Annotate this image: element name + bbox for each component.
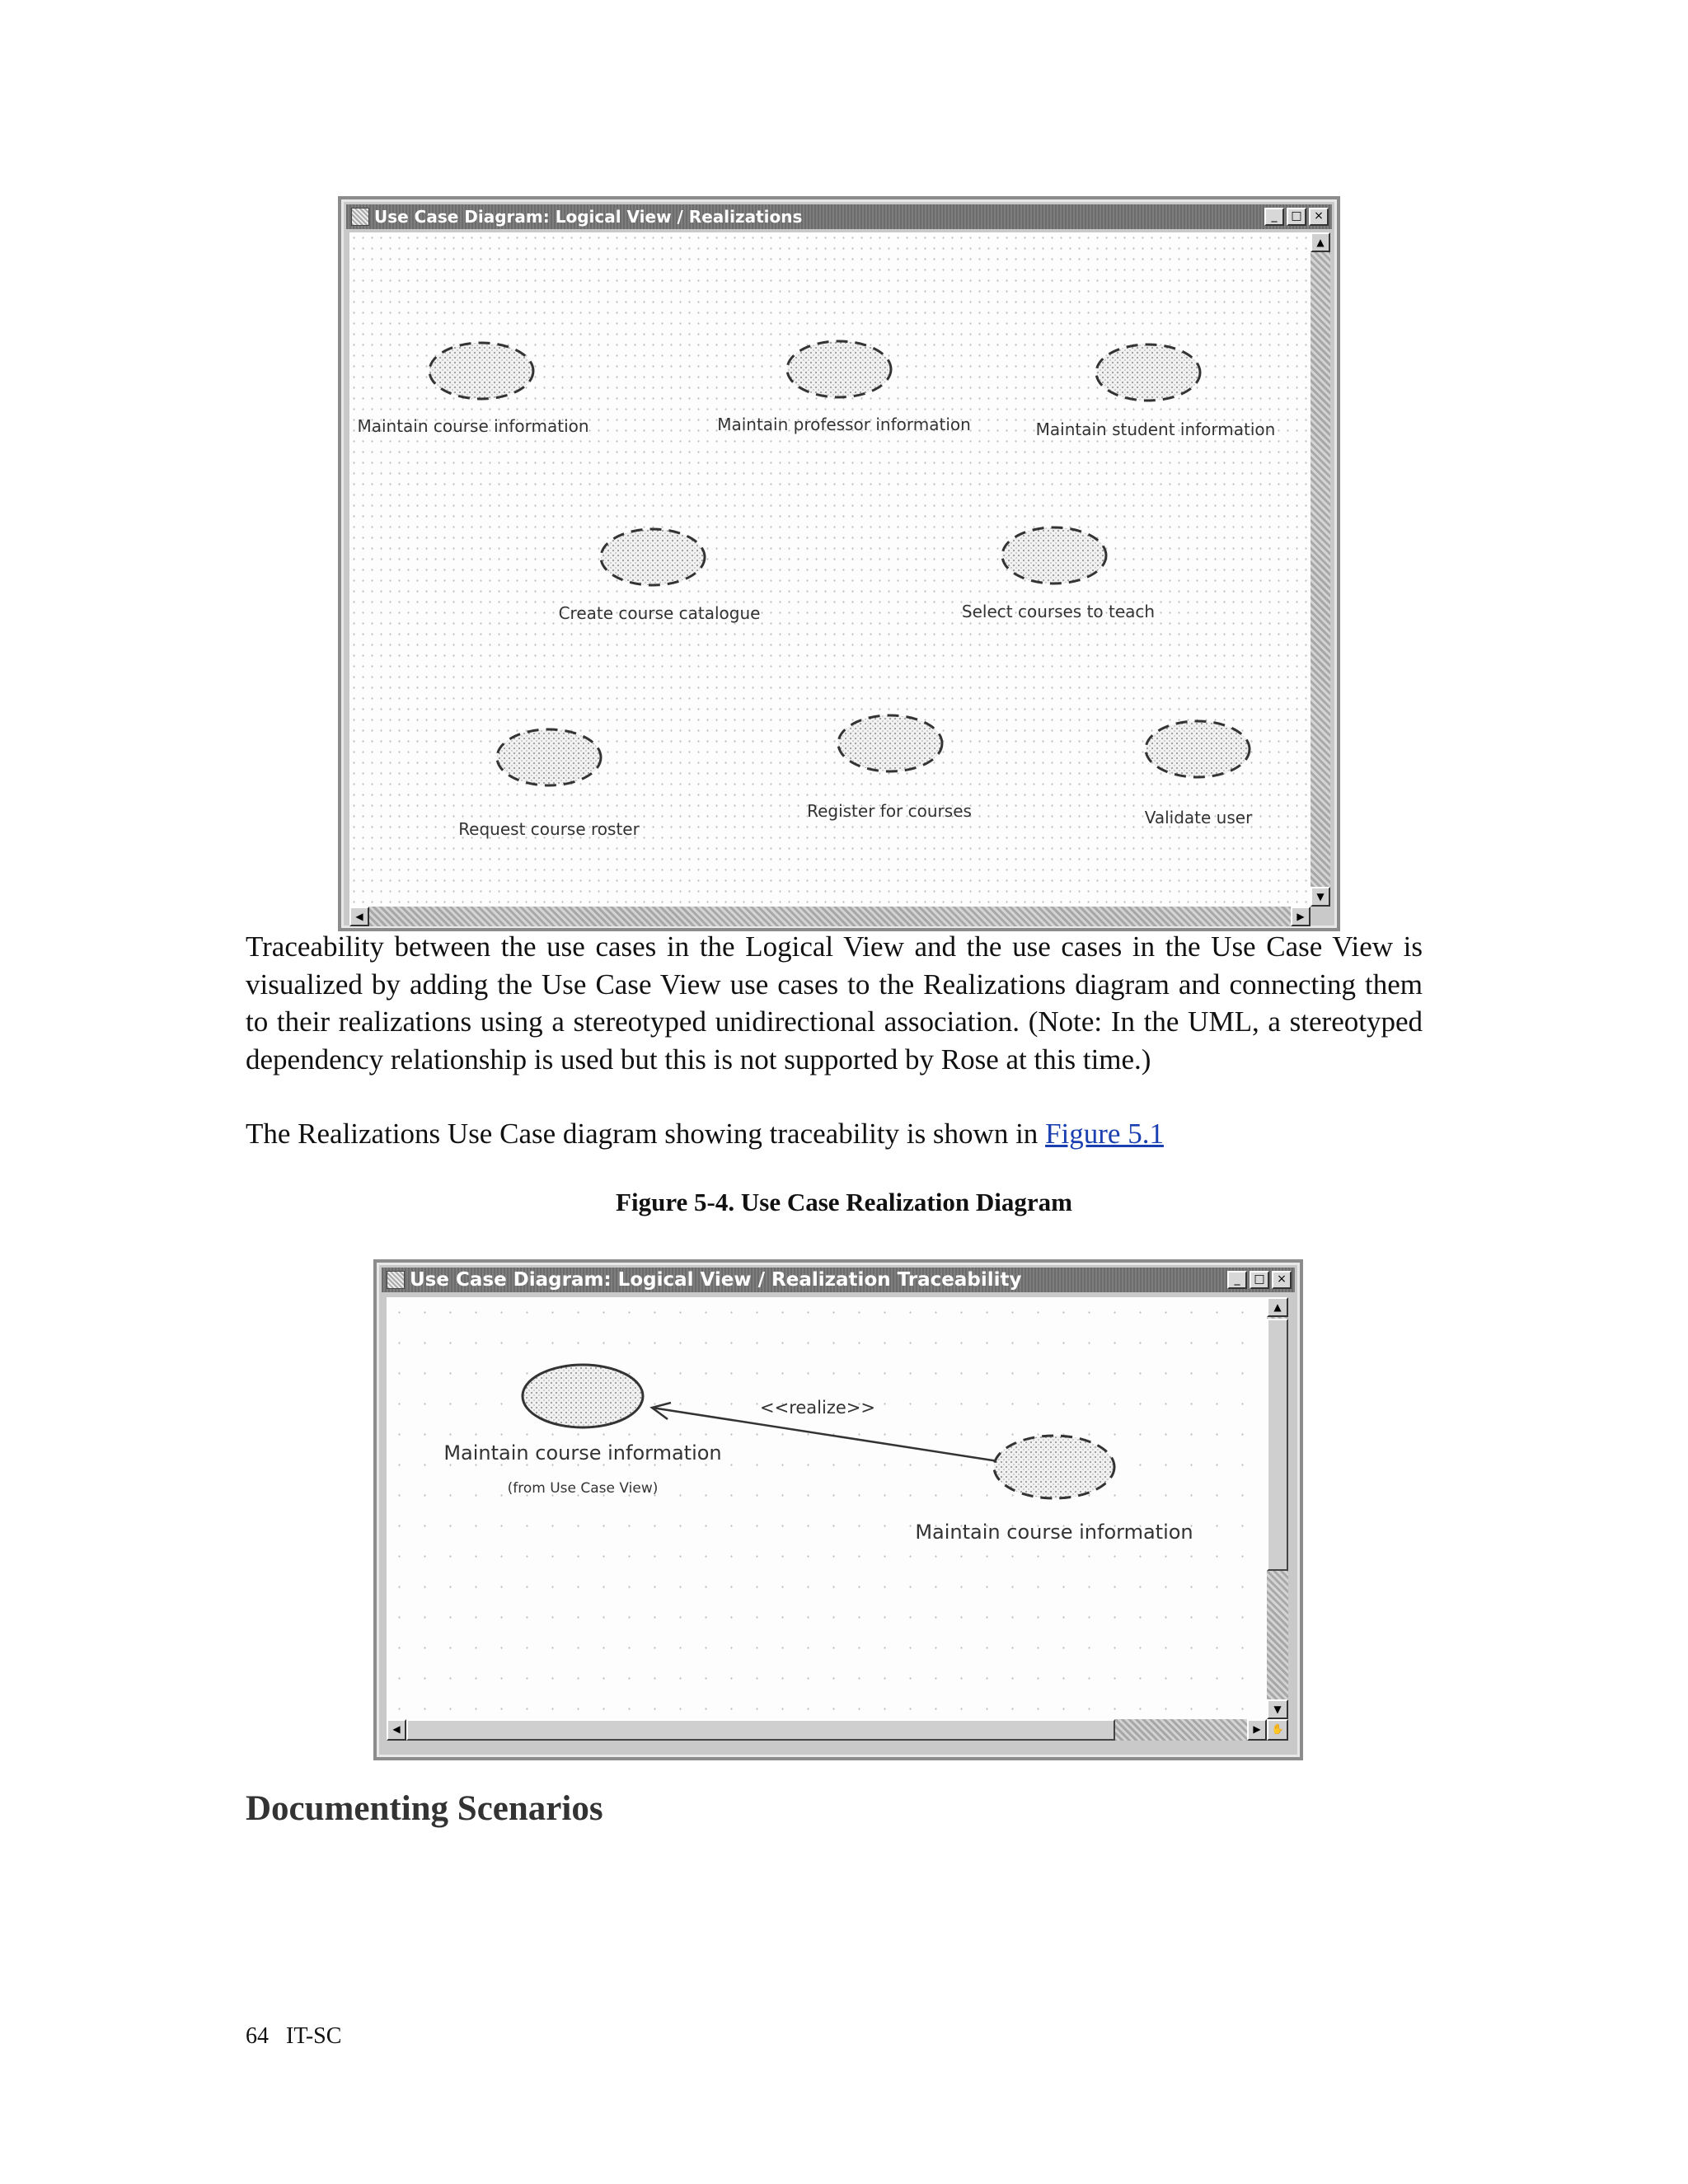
vertical-scrollbar[interactable]	[1267, 1297, 1288, 1719]
scroll-right-icon[interactable]: ▶	[1291, 907, 1311, 926]
diagram-canvas[interactable]	[387, 1297, 1267, 1719]
maximize-button[interactable]: □	[1287, 208, 1306, 226]
body-paragraph: Traceability between the use cases in the Logical View and the use cases in the Use Case View is visualized by adding the Use Case View use cases to the Realizations diagram and connecting them to their realizations using a stereotyped unidirectional association. (Note: In the UML, a stereotyped dependency relationship is used but this is not supported by Rose at this time.)	[246, 930, 1423, 1076]
minimize-button[interactable]: _	[1227, 1271, 1247, 1289]
diagram-icon	[387, 1271, 405, 1289]
horizontal-scrollbar[interactable]	[349, 907, 1311, 926]
window-titlebar[interactable]	[382, 1268, 1295, 1292]
scroll-up-icon[interactable]: ▲	[1311, 232, 1330, 252]
realization-ellipse	[994, 1436, 1114, 1498]
scroll-left-icon[interactable]: ◀	[387, 1719, 406, 1741]
use-case-label[interactable]: Request course roster	[458, 819, 640, 839]
close-button[interactable]: ×	[1272, 1271, 1292, 1289]
window-title: Use Case Diagram: Logical View / Realizations	[374, 207, 803, 227]
horizontal-scrollbar[interactable]	[387, 1719, 1267, 1741]
page-footer	[246, 2023, 341, 2050]
use-case-ellipse	[429, 343, 533, 399]
source-use-case-ellipse	[523, 1365, 643, 1427]
use-case-label[interactable]: Maintain course information	[357, 416, 589, 436]
use-case-ellipse	[838, 715, 942, 771]
source-note-label: (from Use Case View)	[507, 1480, 659, 1497]
use-case-ellipse	[601, 529, 705, 585]
hand-cursor-icon: ✋	[1267, 1719, 1288, 1741]
horizontal-scroll-thumb[interactable]	[406, 1719, 1115, 1741]
use-case-ellipse	[1096, 344, 1200, 401]
page-number: 64	[246, 2023, 269, 2049]
window-title: Use Case Diagram: Logical View / Realization Traceability	[410, 1269, 1022, 1291]
realizations-window	[338, 196, 1340, 931]
use-case-ellipse	[787, 341, 891, 397]
use-case-label[interactable]: Create course catalogue	[558, 603, 761, 623]
use-case-label[interactable]: Select courses to teach	[961, 602, 1156, 621]
use-case-label[interactable]: Maintain professor information	[717, 415, 971, 434]
realization-use-case-label[interactable]: Maintain course information	[915, 1521, 1193, 1544]
source-use-case-label[interactable]: Maintain course information	[443, 1441, 722, 1465]
stereotype-label: <<realize>>	[760, 1398, 875, 1418]
scroll-down-icon[interactable]: ▼	[1267, 1699, 1288, 1719]
section-heading: Documenting Scenarios	[246, 1789, 603, 1828]
traceability-diagram	[387, 1297, 1267, 1719]
use-case-ellipse	[1002, 527, 1106, 583]
use-case-ellipse	[1146, 721, 1250, 777]
figure-reference-line	[246, 1115, 1423, 1153]
reference-text: The Realizations Use Case diagram showing traceability is shown in	[246, 1118, 1046, 1150]
traceability-window	[373, 1259, 1303, 1760]
figure-link[interactable]: Figure 5.1	[1045, 1118, 1164, 1150]
diagram-canvas[interactable]	[349, 232, 1311, 907]
window-titlebar[interactable]	[346, 204, 1332, 229]
scroll-up-icon[interactable]: ▲	[1267, 1297, 1288, 1317]
use-case-label[interactable]: Register for courses	[807, 801, 972, 821]
use-case-label[interactable]: Validate user	[1144, 808, 1253, 827]
maximize-button[interactable]: □	[1250, 1271, 1269, 1289]
figure-caption: Figure 5-4. Use Case Realization Diagram	[616, 1188, 1072, 1216]
footer-label: IT-SC	[286, 2023, 342, 2049]
vertical-scrollbar[interactable]	[1311, 232, 1330, 907]
use-case-ellipse	[497, 729, 601, 785]
use-case-label[interactable]: Maintain student information	[1035, 419, 1276, 439]
scroll-right-icon[interactable]: ▶	[1247, 1719, 1267, 1741]
scroll-down-icon[interactable]: ▼	[1311, 887, 1330, 907]
vertical-scroll-thumb[interactable]	[1267, 1319, 1288, 1571]
diagram-icon	[351, 208, 369, 226]
scroll-left-icon[interactable]: ◀	[349, 907, 369, 926]
minimize-button[interactable]: _	[1264, 208, 1284, 226]
close-button[interactable]: ×	[1309, 208, 1329, 226]
